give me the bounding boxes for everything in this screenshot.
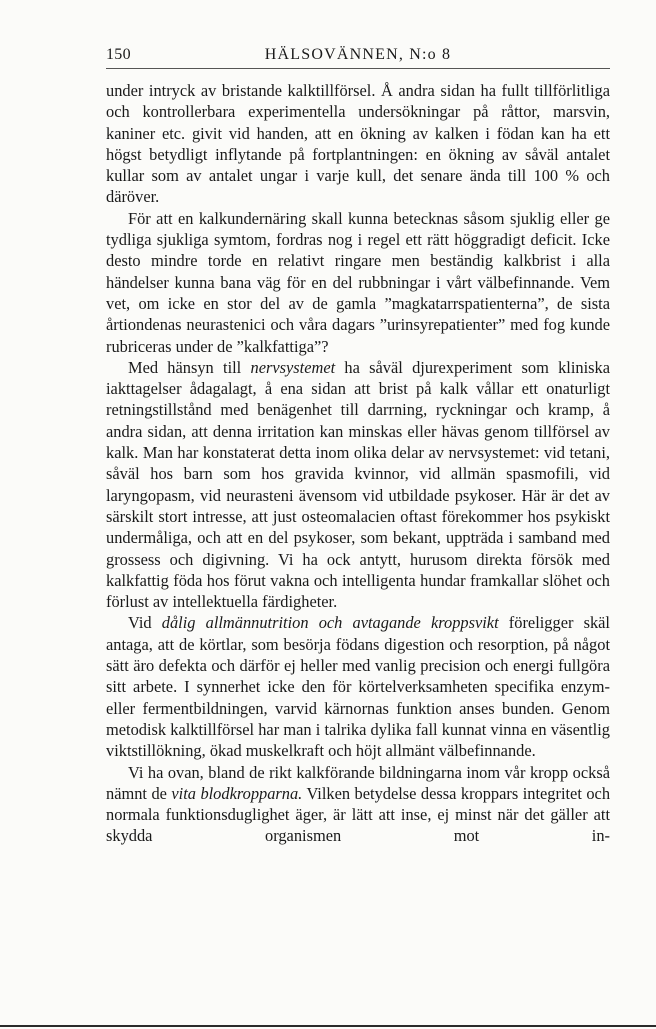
paragraph-3 xyxy=(106,357,610,613)
paragraph-4 xyxy=(106,612,610,761)
text-segment: Vilken betydelse dessa kroppars integritet och normala funktionsduglighet äger, är lätt att inse, ej minst när det gäller att skydda organismen mot in- xyxy=(106,783,611,846)
text-segment: föreligger skäl antaga, att de körtlar, som besörja födans digestion och resorption, på något sätt äro defekta och därför ej heller med vanlig precision och energi fullgöra sitt arbete. I synnerhet icke den för körtelverksamheten specifika enzym- eller fermentbildningen, varvid kärnornas funktion anses bunden. Genom metodisk kalktillförsel har man i talrika dylika fall kunnat vinna en väsentlig viktstillökning, ökad muskelkraft och höjt allmänt välbefinnande. xyxy=(106,613,610,761)
page-header xyxy=(106,44,610,69)
italic-term-blodkropparna: vita blodkropparna. xyxy=(171,783,303,803)
text-segment: Vid xyxy=(128,613,162,633)
text-segment: För att en kalkundernäring skall kunna betecknas såsom sjuklig eller ge tydliga sjukliga symtom, fordras nog i regel ett rätt höggradigt deficit. Icke desto mindre torde en relativt ringare men beständig kalkbrist i alla händelser kunna bana väg för en del rubbningar i vårt välbefinnande. Vem vet, om icke en stor del av de gamla ”magkatarrspatienterna”, de sista årtiondenas neurastenici och våra dagars ”urinsyrepatienter” med fog kunde rubriceras under de ”kalkfattiga”? xyxy=(106,208,610,356)
text-segment: Med hänsyn till xyxy=(128,357,251,377)
italic-term-allmannutrition: dålig allmännutrition och avtagande kroppsvikt xyxy=(161,613,499,633)
paragraph-5 xyxy=(106,762,610,847)
page-number: 150 xyxy=(106,46,131,63)
running-title: HÄLSOVÄNNEN, N:o 8 xyxy=(264,46,452,63)
page-bottom-edge xyxy=(0,1025,656,1027)
text-segment: under intryck av bristande kalktillförsel. Å andra sidan ha fullt tillförlitliga och kontrollerbara experimentella undersökningar på råttor, marsvin, kaniner etc. givit vid handen, att en ökning av kalken i födan kan ha ett högst betydligt inflytande på fortplantningen: en ökning av såväl antalet kullar som av antalet ungar i varje kull, det senare ända till 100 % och däröver. xyxy=(106,81,610,207)
paragraph-1 xyxy=(106,80,610,208)
italic-term-nervsystemet: nervsystemet xyxy=(250,357,336,377)
paragraph-2 xyxy=(106,208,610,357)
text-segment: Vi ha ovan, bland de rikt kalkförande bildningarna inom vår kropp också nämnt de xyxy=(106,762,610,803)
body-text xyxy=(106,80,610,847)
text-segment: ha såväl djurexperiment som kliniska iakttagelser ådagalagt, å ena sidan att brist på kalk vållar ett onaturligt retningstillstånd med benägenhet till darrning, ryckningar och kramp, å andra sidan, att denna irritation kan minskas eller hävas genom tillförsel av kalk. Man har konstaterat detta inom olika delar av nervsystemet: vid tetani, såväl hos barn som hos gravida kvinnor, vid allmän spasmofili, vid laryngopasm, vid neurasteni ävensom vid utbildade psykoser. Här är det av särskilt stort intresse, att just osteomalacien oftast förekommer hos psykiskt undermåliga, och att en del psykoser, som bekant, uppträda i samband med grossess och digivning. Vi ha ock antytt, hurusom direkta försök med kalkfattig föda hos förut vakna och intelligenta hundar framkallar slöhet och förlust av intellektuella färdigheter. xyxy=(106,357,610,612)
